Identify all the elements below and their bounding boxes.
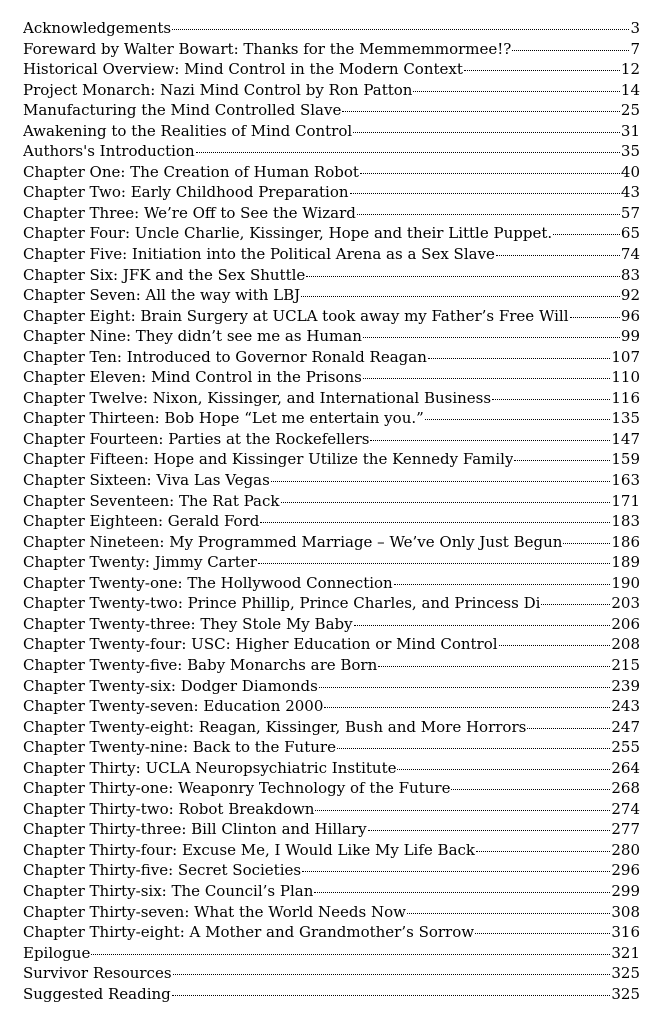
toc-entry-page-number: 277 bbox=[611, 820, 640, 839]
toc-entry bbox=[23, 286, 640, 307]
toc-entry-title: Survivor Resources bbox=[23, 964, 172, 983]
toc-entry-page-number: 65 bbox=[620, 224, 640, 243]
toc-entry bbox=[23, 964, 640, 985]
toc-entry-page-number: 316 bbox=[611, 923, 640, 942]
dot-leader bbox=[492, 399, 610, 400]
dot-leader bbox=[281, 502, 611, 503]
toc-entry-title: Chapter Ten: Introduced to Governor Ronald Reagan bbox=[23, 347, 427, 366]
dot-leader bbox=[360, 173, 620, 174]
toc-entry-page-number: 299 bbox=[611, 881, 640, 900]
toc-entry-page-number: 203 bbox=[611, 594, 640, 613]
dot-leader bbox=[464, 70, 620, 71]
dot-leader bbox=[476, 851, 610, 852]
toc-entry-page-number: 35 bbox=[620, 142, 640, 161]
toc-entry-page-number: 159 bbox=[611, 450, 640, 469]
toc-entry bbox=[23, 594, 640, 615]
table-of-contents bbox=[23, 19, 640, 1005]
toc-entry-page-number: 116 bbox=[611, 388, 640, 407]
toc-entry-title: Chapter Twenty-eight: Reagan, Kissinger, Bush and More Horrors bbox=[23, 717, 527, 736]
toc-entry bbox=[23, 985, 640, 1006]
dot-leader bbox=[260, 522, 610, 523]
toc-entry bbox=[23, 409, 640, 430]
toc-entry-title: Chapter Thirty-four: Excuse Me, I Would Like My Life Back bbox=[23, 840, 476, 859]
toc-entry-title: Chapter Thirty-two: Robot Breakdown bbox=[23, 799, 315, 818]
toc-entry-title: Chapter Fourteen: Parties at the Rockefellers bbox=[23, 429, 370, 448]
toc-entry-page-number: 135 bbox=[611, 409, 640, 428]
toc-entry bbox=[23, 245, 640, 266]
toc-entry bbox=[23, 861, 640, 882]
dot-leader bbox=[172, 29, 629, 30]
toc-entry-title: Authors's Introduction bbox=[23, 142, 195, 161]
dot-leader bbox=[407, 913, 610, 914]
toc-entry-title: Chapter Eighteen: Gerald Ford bbox=[23, 512, 260, 531]
toc-entry-title: Chapter Eleven: Mind Control in the Prisons bbox=[23, 368, 362, 387]
toc-entry bbox=[23, 81, 640, 102]
toc-entry bbox=[23, 656, 640, 677]
toc-entry-title: Chapter Nine: They didn’t see me as Human bbox=[23, 327, 362, 346]
toc-entry bbox=[23, 800, 640, 821]
toc-entry-title: Chapter Thirty: UCLA Neuropsychiatric Institute bbox=[23, 758, 397, 777]
dot-leader bbox=[91, 954, 610, 955]
toc-entry-title: Chapter Twenty-six: Dodger Diamonds bbox=[23, 676, 318, 695]
toc-entry bbox=[23, 142, 640, 163]
toc-entry-title: Chapter Eight: Brain Surgery at UCLA took away my Father’s Free Will bbox=[23, 306, 569, 325]
toc-entry bbox=[23, 944, 640, 965]
toc-entry-page-number: 189 bbox=[611, 553, 640, 572]
toc-entry-page-number: 255 bbox=[611, 738, 640, 757]
toc-entry-page-number: 83 bbox=[620, 265, 640, 284]
dot-leader bbox=[541, 604, 610, 605]
toc-entry-page-number: 3 bbox=[630, 19, 640, 37]
toc-entry-title: Acknowledgements bbox=[23, 19, 172, 37]
toc-entry-title: Chapter Seventeen: The Rat Pack bbox=[23, 491, 280, 510]
toc-entry bbox=[23, 841, 640, 862]
toc-entry-title: Chapter Seven: All the way with LBJ bbox=[23, 286, 301, 305]
toc-entry bbox=[23, 574, 640, 595]
dot-leader bbox=[357, 214, 620, 215]
toc-entry-page-number: 206 bbox=[611, 614, 640, 633]
toc-entry bbox=[23, 122, 640, 143]
toc-entry-page-number: 147 bbox=[611, 429, 640, 448]
toc-entry bbox=[23, 923, 640, 944]
toc-entry-title: Chapter Twenty: Jimmy Carter bbox=[23, 553, 257, 572]
toc-entry bbox=[23, 553, 640, 574]
toc-entry-page-number: 31 bbox=[620, 121, 640, 140]
toc-entry-page-number: 43 bbox=[620, 183, 640, 202]
toc-entry bbox=[23, 101, 640, 122]
dot-leader bbox=[173, 974, 611, 975]
toc-entry bbox=[23, 266, 640, 287]
dot-leader bbox=[271, 481, 611, 482]
dot-leader bbox=[172, 995, 611, 996]
toc-entry bbox=[23, 40, 640, 61]
toc-entry bbox=[23, 492, 640, 513]
toc-entry-title: Chapter Five: Initiation into the Political Arena as a Sex Slave bbox=[23, 245, 495, 264]
toc-entry-page-number: 243 bbox=[611, 697, 640, 716]
toc-entry-page-number: 96 bbox=[620, 306, 640, 325]
toc-entry bbox=[23, 512, 640, 533]
toc-entry-title: Awakening to the Realities of Mind Control bbox=[23, 121, 353, 140]
toc-entry-title: Epilogue bbox=[23, 943, 91, 962]
toc-entry bbox=[23, 903, 640, 924]
toc-entry-page-number: 92 bbox=[620, 286, 640, 305]
toc-entry-page-number: 247 bbox=[611, 717, 640, 736]
toc-entry-page-number: 7 bbox=[630, 39, 640, 58]
dot-leader bbox=[475, 933, 610, 934]
dot-leader bbox=[563, 543, 610, 544]
toc-entry-page-number: 57 bbox=[620, 203, 640, 222]
toc-entry bbox=[23, 471, 640, 492]
toc-entry-title: Chapter Six: JFK and the Sex Shuttle bbox=[23, 265, 306, 284]
toc-entry-title: Chapter Twelve: Nixon, Kissinger, and International Business bbox=[23, 388, 492, 407]
toc-entry bbox=[23, 615, 640, 636]
dot-leader bbox=[512, 50, 629, 51]
dot-leader bbox=[451, 789, 610, 790]
toc-entry-title: Project Monarch: Nazi Mind Control by Ron Patton bbox=[23, 80, 413, 99]
toc-entry bbox=[23, 635, 640, 656]
toc-entry-page-number: 99 bbox=[620, 327, 640, 346]
toc-entry-page-number: 171 bbox=[611, 491, 640, 510]
toc-entry bbox=[23, 882, 640, 903]
dot-leader bbox=[302, 871, 610, 872]
toc-entry-page-number: 296 bbox=[611, 861, 640, 880]
dot-leader bbox=[301, 296, 620, 297]
toc-entry bbox=[23, 224, 640, 245]
toc-entry-title: Chapter Twenty-five: Baby Monarchs are Born bbox=[23, 655, 378, 674]
toc-entry bbox=[23, 348, 640, 369]
dot-leader bbox=[397, 769, 610, 770]
toc-entry bbox=[23, 697, 640, 718]
toc-entry-page-number: 264 bbox=[611, 758, 640, 777]
toc-entry-page-number: 110 bbox=[611, 368, 640, 387]
toc-entry-page-number: 215 bbox=[611, 655, 640, 674]
toc-entry bbox=[23, 163, 640, 184]
toc-entry-title: Chapter Three: We’re Off to See the Wizard bbox=[23, 203, 356, 222]
toc-entry bbox=[23, 450, 640, 471]
toc-entry bbox=[23, 327, 640, 348]
toc-entry-page-number: 14 bbox=[620, 80, 640, 99]
toc-entry-title: Manufacturing the Mind Controlled Slave bbox=[23, 101, 342, 120]
dot-leader bbox=[394, 584, 611, 585]
dot-leader bbox=[353, 132, 620, 133]
toc-entry-page-number: 12 bbox=[620, 60, 640, 79]
toc-entry-title: Chapter Nineteen: My Programmed Marriage – We’ve Only Just Begun bbox=[23, 532, 563, 551]
toc-entry-title: Chapter Twenty-two: Prince Phillip, Prince Charles, and Princess Di bbox=[23, 594, 541, 613]
toc-entry-title: Chapter Thirty-one: Weaponry Technology of the Future bbox=[23, 779, 451, 798]
toc-entry-title: Chapter Sixteen: Viva Las Vegas bbox=[23, 471, 270, 490]
toc-entry bbox=[23, 430, 640, 451]
toc-entry-title: Chapter Thirty-five: Secret Societies bbox=[23, 861, 302, 880]
toc-entry bbox=[23, 183, 640, 204]
dot-leader bbox=[196, 152, 620, 153]
toc-entry-page-number: 190 bbox=[611, 573, 640, 592]
toc-entry-title: Chapter Four: Uncle Charlie, Kissinger, Hope and their Little Puppet. bbox=[23, 224, 553, 243]
dot-leader bbox=[514, 460, 610, 461]
toc-entry-title: Suggested Reading bbox=[23, 984, 171, 1003]
dot-leader bbox=[425, 419, 611, 420]
toc-entry bbox=[23, 533, 640, 554]
dot-leader bbox=[499, 645, 611, 646]
toc-entry-title: Chapter Twenty-four: USC: Higher Education or Mind Control bbox=[23, 635, 498, 654]
toc-entry-title: Chapter Thirty-three: Bill Clinton and Hillary bbox=[23, 820, 367, 839]
dot-leader bbox=[314, 892, 610, 893]
toc-entry-page-number: 268 bbox=[611, 779, 640, 798]
dot-leader bbox=[370, 440, 610, 441]
dot-leader bbox=[363, 378, 611, 379]
dot-leader bbox=[350, 193, 620, 194]
toc-entry bbox=[23, 307, 640, 328]
toc-entry bbox=[23, 60, 640, 81]
toc-entry-title: Chapter Two: Early Childhood Preparation bbox=[23, 183, 349, 202]
toc-entry-title: Foreward by Walter Bowart: Thanks for the Memmemmormee!? bbox=[23, 39, 512, 58]
toc-entry-page-number: 163 bbox=[611, 471, 640, 490]
toc-entry bbox=[23, 389, 640, 410]
dot-leader bbox=[527, 728, 610, 729]
toc-entry bbox=[23, 820, 640, 841]
dot-leader bbox=[363, 337, 620, 338]
dot-leader bbox=[378, 666, 610, 667]
toc-entry-title: Chapter Twenty-one: The Hollywood Connection bbox=[23, 573, 393, 592]
toc-entry-title: Chapter Thirty-seven: What the World Needs Now bbox=[23, 902, 406, 921]
dot-leader bbox=[413, 91, 619, 92]
toc-entry-title: Chapter Twenty-seven: Education 2000 bbox=[23, 697, 324, 716]
toc-entry-page-number: 321 bbox=[611, 943, 640, 962]
toc-entry-page-number: 274 bbox=[611, 799, 640, 818]
toc-entry bbox=[23, 677, 640, 698]
toc-entry bbox=[23, 779, 640, 800]
toc-entry-title: Chapter Thirteen: Bob Hope “Let me entertain you.” bbox=[23, 409, 424, 428]
toc-entry-page-number: 107 bbox=[611, 347, 640, 366]
toc-entry-title: Historical Overview: Mind Control in the Modern Context bbox=[23, 60, 463, 79]
toc-entry-page-number: 186 bbox=[611, 532, 640, 551]
toc-entry-title: Chapter Twenty-three: They Stole My Baby bbox=[23, 614, 353, 633]
toc-entry bbox=[23, 19, 640, 40]
toc-entry-title: Chapter Twenty-nine: Back to the Future bbox=[23, 738, 336, 757]
dot-leader bbox=[319, 687, 611, 688]
toc-entry bbox=[23, 718, 640, 739]
dot-leader bbox=[315, 810, 610, 811]
toc-entry-title: Chapter Thirty-six: The Council’s Plan bbox=[23, 881, 314, 900]
toc-entry-page-number: 239 bbox=[611, 676, 640, 695]
toc-entry-title: Chapter Fifteen: Hope and Kissinger Utilize the Kennedy Family bbox=[23, 450, 514, 469]
dot-leader bbox=[553, 234, 620, 235]
dot-leader bbox=[342, 111, 620, 112]
toc-entry-page-number: 208 bbox=[611, 635, 640, 654]
toc-entry-page-number: 74 bbox=[620, 245, 640, 264]
dot-leader bbox=[258, 563, 610, 564]
toc-entry bbox=[23, 738, 640, 759]
dot-leader bbox=[368, 830, 611, 831]
toc-entry-page-number: 183 bbox=[611, 512, 640, 531]
dot-leader bbox=[306, 276, 620, 277]
toc-entry-title: Chapter Thirty-eight: A Mother and Grandmother’s Sorrow bbox=[23, 923, 475, 942]
toc-entry-title: Chapter One: The Creation of Human Robot bbox=[23, 162, 359, 181]
dot-leader bbox=[570, 317, 620, 318]
toc-entry bbox=[23, 204, 640, 225]
toc-entry bbox=[23, 759, 640, 780]
toc-entry bbox=[23, 368, 640, 389]
toc-entry-page-number: 325 bbox=[611, 984, 640, 1003]
toc-entry-page-number: 25 bbox=[620, 101, 640, 120]
dot-leader bbox=[324, 707, 610, 708]
toc-entry-page-number: 325 bbox=[611, 964, 640, 983]
dot-leader bbox=[337, 748, 610, 749]
toc-entry-page-number: 280 bbox=[611, 840, 640, 859]
dot-leader bbox=[354, 625, 611, 626]
toc-entry-page-number: 308 bbox=[611, 902, 640, 921]
dot-leader bbox=[496, 255, 620, 256]
dot-leader bbox=[428, 358, 611, 359]
toc-entry-page-number: 40 bbox=[620, 162, 640, 181]
